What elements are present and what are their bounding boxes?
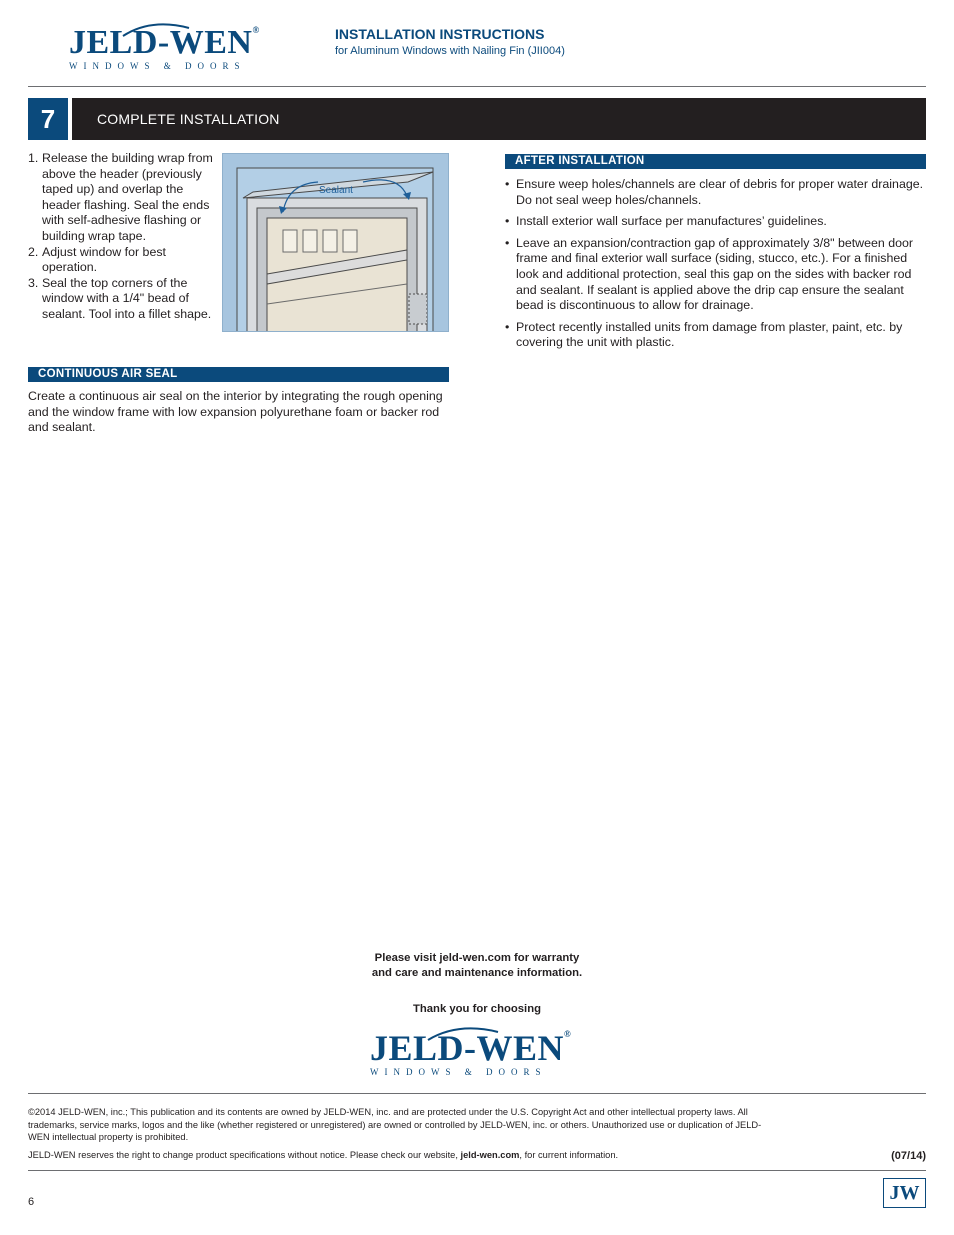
list-item: 2. Adjust window for best operation. <box>28 244 166 275</box>
brand-logo-top <box>69 26 260 71</box>
jw-mark-icon: JW <box>883 1178 926 1208</box>
brand-name: JELD-WEN <box>69 24 253 61</box>
step-title: COMPLETE INSTALLATION <box>97 111 280 127</box>
page-number: 6 <box>28 1196 35 1208</box>
doc-subtitle: for Aluminum Windows with Nailing Fin (JII004) <box>335 45 565 57</box>
list-item: • Protect recently installed units from damage from plaster, paint, etc. by covering the unit with plastic. <box>505 319 903 350</box>
air-seal-text: Create a continuous air seal on the interior by integrating the rough opening and the window frame with low expansion polyurethane foam or backer rod and sealant. <box>28 389 443 435</box>
list-item: • Install exterior wall surface per manufactures’ guidelines. <box>505 214 827 229</box>
list-item: • Ensure weep holes/channels are clear of debris for proper water drainage. Do not seal weep holes/channels. <box>505 177 924 207</box>
thanks-text: Thank you for choosing <box>412 1003 542 1015</box>
legal-notice: ©2014 JELD-WEN, inc.; This publication and its contents are owned by JELD-WEN, inc. and are protected under the U.S. Copyright Act and other intellectual property laws. All trademarks, service marks, logos and the like (whether registered or unregistered) are owned or controlled by JELD-WEN, inc. or others. Unauthorized use or duplication of JELD-WEN intellectual property is prohibited. <box>28 1107 762 1142</box>
logo-swoosh-icon <box>121 22 191 38</box>
brand-logo-bottom <box>370 1030 571 1077</box>
reserve-notice: JELD-WEN reserves the right to change product specifications without notice. Please check our website, jeld-wen.com, for current information. <box>28 1150 619 1160</box>
brand-tagline: WINDOWS & DOORS <box>69 61 246 71</box>
step-list <box>28 151 213 323</box>
logo-swoosh-icon <box>426 1026 500 1042</box>
list-item: • Leave an expansion/contraction gap of approximately 3/8" between door frame and final exterior wall surface (siding, stucco, etc.). For a finished look and additional protection, seal this gap on the sides with backer rod and sealant. If sealant is applied above the drip cap ensure the sealant bead is discontinuous to allow for drainage. <box>505 235 914 313</box>
list-item: 3. Seal the top corners of the window with a 1/4" bead of sealant. Tool into a fillet shape. <box>28 275 212 321</box>
doc-title: INSTALLATION INSTRUCTIONS <box>335 26 545 42</box>
list-item: 1. Release the building wrap from above the header (previously taped up) and overlap the header flashing. Seal the ends with self-adhesive flashing or building wrap tape. <box>28 151 213 243</box>
date-code: (07/14) <box>891 1150 926 1162</box>
step-number: 7 <box>28 98 72 140</box>
brand-reg: ® <box>564 1029 572 1039</box>
header-divider <box>28 86 926 87</box>
sealant-label: Sealant <box>319 185 353 196</box>
air-seal-heading: CONTINUOUS AIR SEAL <box>28 367 449 382</box>
warranty-notice: Please visit jeld-wen.com for warranty and care and maintenance information. <box>371 952 583 979</box>
after-installation-list <box>505 177 930 357</box>
brand-tagline: WINDOWS & DOORS <box>370 1067 547 1077</box>
brand-name: JELD-WEN <box>370 1028 565 1068</box>
window-sealant-illustration <box>222 153 449 332</box>
website-link[interactable]: jeld-wen.com <box>460 1150 520 1160</box>
brand-reg: ® <box>252 25 260 35</box>
after-installation-heading: AFTER INSTALLATION <box>505 154 926 169</box>
bottom-divider <box>28 1170 926 1171</box>
footer-divider <box>28 1093 926 1094</box>
